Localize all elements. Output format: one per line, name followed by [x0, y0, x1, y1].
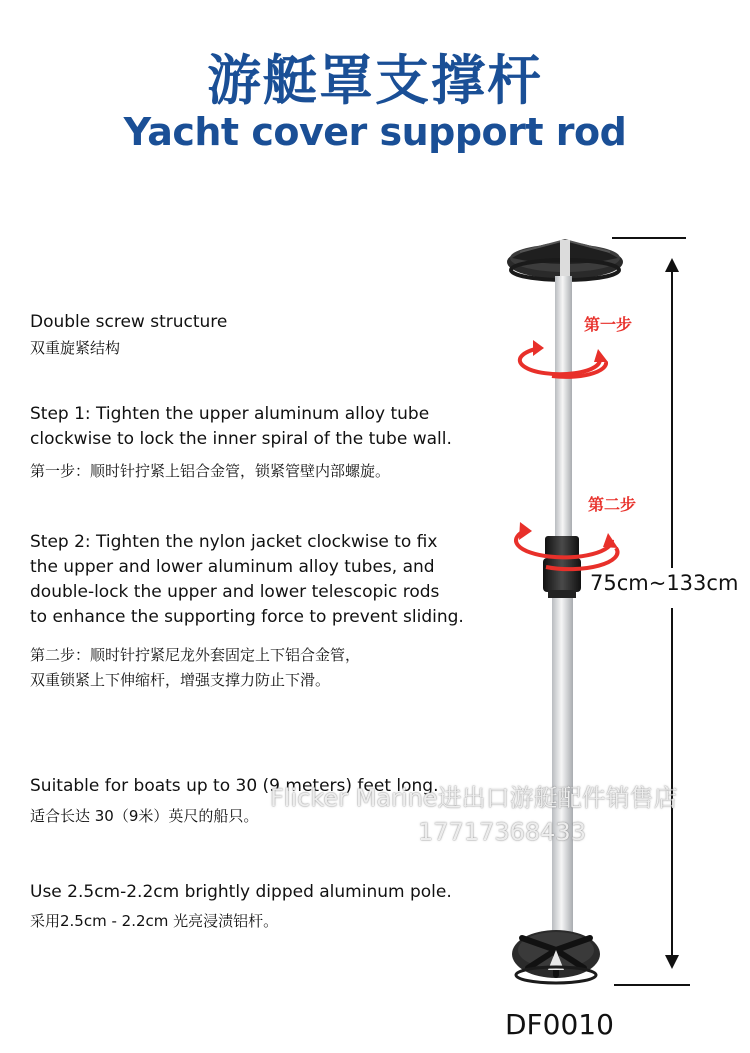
step2-zh-line1: 第二步：顺时针拧紧尼龙外套固定上下铝合金管，	[30, 646, 361, 664]
model-number: DF0010	[505, 1008, 614, 1041]
step2-zh-line2: 双重锁紧上下伸缩杆，增强支撑力防止下滑。	[30, 671, 331, 689]
dimension-line	[612, 238, 690, 985]
structure-zh: 双重旋紧结构	[30, 339, 121, 357]
step2-en-line3: double-lock the upper and lower telescopic rods	[30, 582, 440, 602]
step1-zh: 第一步：顺时针拧紧上铝合金管，锁紧管壁内部螺旋。	[30, 462, 391, 480]
rotation-arrowhead-1b	[594, 349, 608, 362]
suitable-en: Suitable for boats up to 30 (9 meters) feet long.	[30, 776, 439, 796]
length-range-label: 75cm~133cm	[590, 571, 739, 595]
step-one-label: 第一步	[584, 315, 633, 334]
rotation-arrowhead-2b	[603, 533, 618, 548]
watermark-phone: 17717368433	[418, 818, 586, 846]
step2-en-line2: the upper and lower aluminum alloy tubes, and	[30, 557, 435, 577]
material-en: Use 2.5cm-2.2cm brightly dipped aluminum pole.	[30, 882, 452, 902]
rotation-arrowhead-2	[519, 522, 532, 540]
suitable-zh: 适合长达 30（9米）英尺的船只。	[30, 807, 259, 825]
step2-en-line1: Step 2: Tighten the nylon jacket clockwise to fix	[30, 532, 438, 552]
material-zh: 采用2.5cm - 2.2cm 光亮浸渍铝杆。	[30, 912, 279, 930]
step1-en-line2: clockwise to lock the inner spiral of the tube wall.	[30, 429, 452, 449]
step-two-label: 第二步	[588, 495, 637, 514]
upper-tube	[555, 276, 572, 538]
page-title-en: Yacht cover support rod	[123, 110, 627, 154]
bottom-foot	[512, 930, 600, 983]
watermark-store: Flicker Marine进出口游艇配件销售店	[270, 784, 678, 812]
lower-tube	[552, 598, 573, 936]
structure-en: Double screw structure	[30, 312, 228, 332]
rotation-arrowhead-1	[533, 340, 544, 356]
page-title-zh: 游艇罩支撑杆	[207, 49, 543, 112]
top-cap	[507, 240, 623, 280]
step2-en-line4: to enhance the supporting force to prevent sliding.	[30, 607, 464, 627]
step1-en-line1: Step 1: Tighten the upper aluminum alloy tube	[30, 404, 430, 424]
